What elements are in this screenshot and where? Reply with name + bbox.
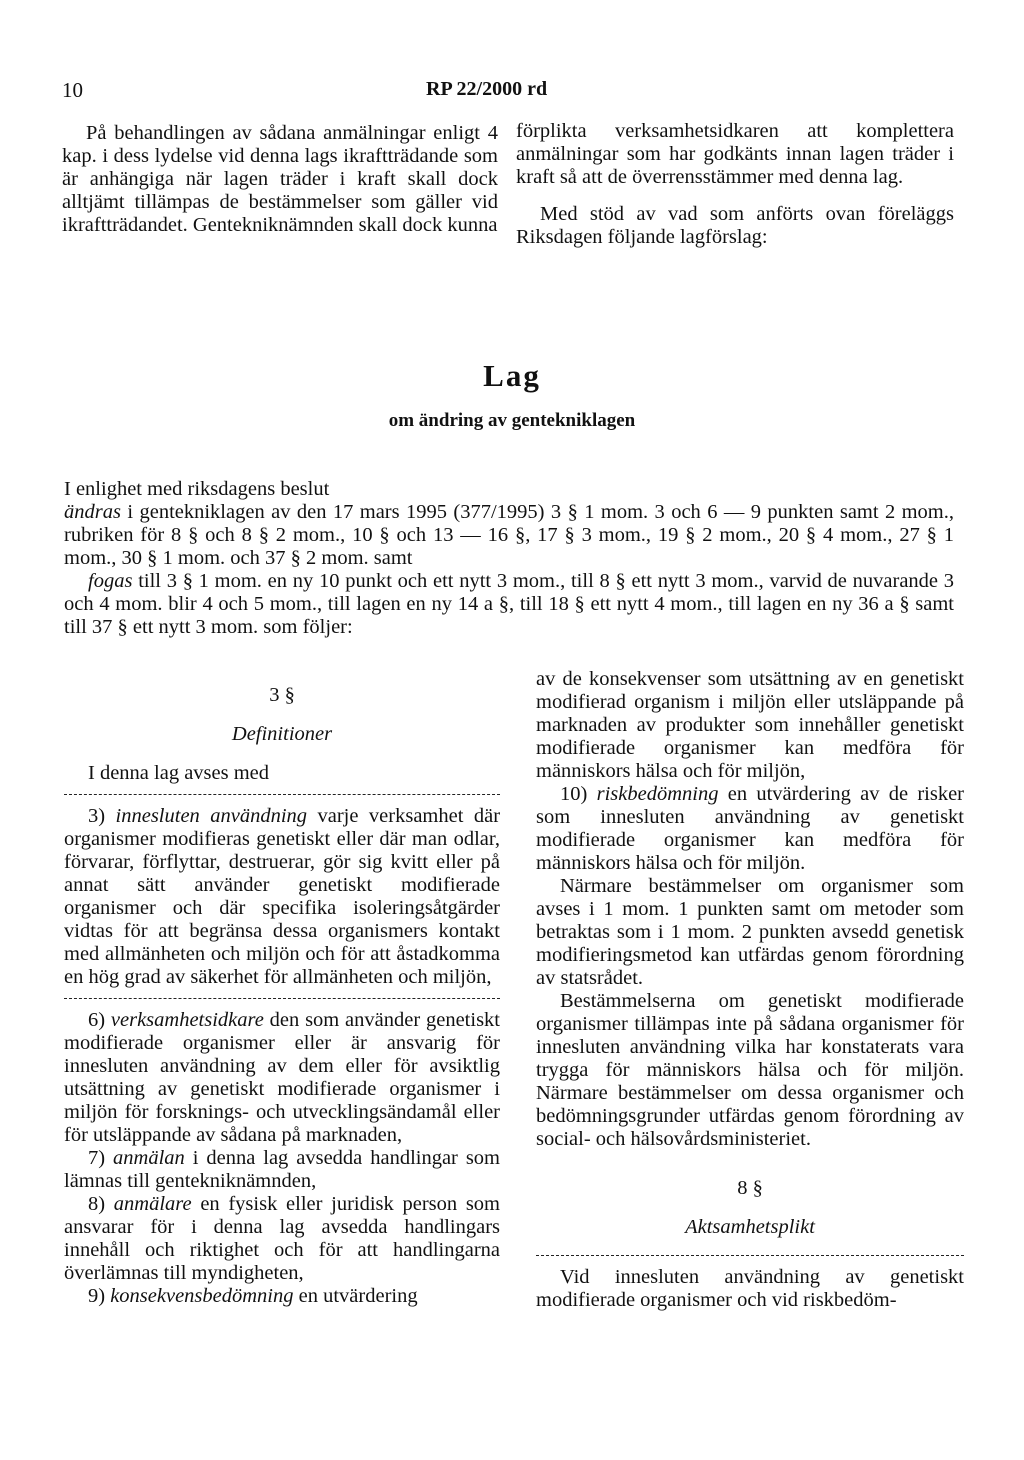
omission-dashes: [536, 1255, 964, 1256]
proposal-statement: Med stöd av vad som anförts ovan föreläggs Riksdagen följande lagförslag:: [516, 203, 954, 248]
section-3-moment-3: Bestämmelserna om genetiskt modifierade organismer tillämpas inte på sådana organismer för innesluten användning vilka har konstaterats vara trygga för människors hälsa och för miljön. Närmare bestämmelser om dessa organismer och bedömningsgrunder utfärdas genom förordning av social- och hälsovårdsministeriet.: [536, 990, 964, 1150]
section-8-title: Aktsamhetsplikt: [685, 1216, 815, 1238]
add-clause: [64, 570, 954, 639]
definition-item-10: 10) riskbedömning en utvärdering av de risker som innesluten användning av genetiskt modifierade organismer kan medföra för människors hälsa och för miljön.: [536, 783, 964, 874]
page-number: 10: [62, 78, 83, 102]
transition-paragraph: På behandlingen av sådana anmälningar enligt 4 kap. i dess lydelse vid denna lags ikraftträdande som är anhängiga när lagen träder i kraft skall dock alltjämt tillämpas de bestämmelser som gäller vid ikraftträdandet. Gentekniknämnden skall dock kunna: [62, 122, 498, 236]
definition-item-7: 7) anmälan i denna lag avsedda handlingar som lämnas till gentekniknämnden,: [64, 1147, 501, 1192]
enactment-clause: [64, 478, 954, 639]
definition-item-9: 9) konsekvensbedömning en utvärdering: [88, 1285, 418, 1307]
section-8-heading: 8 §: [737, 1177, 763, 1199]
definition-term-3: innesluten användning: [115, 805, 308, 827]
definition-term-8: anmälare: [113, 1193, 192, 1215]
document-title: RP 22/2000 rd: [426, 78, 548, 100]
bottom-right-column: [536, 668, 964, 1312]
page-header: [62, 78, 962, 106]
definition-term-9: konsekvensbedömning: [110, 1285, 294, 1307]
section-3-moment-2: Närmare bestämmelser om organismer som avses i 1 mom. 1 punkten samt om metoder som betraktas som i 1 mom. 2 punkten avsedd genetisk modifieringsmetod kan utfärdas genom förordning av statsrådet.: [536, 875, 964, 989]
transition-paragraph-continued: förplikta verksamhetsidkaren att komplettera anmälningar som har godkänts innan lagen träder i kraft så att de överrensstämmer med denna lag.: [516, 120, 954, 188]
enactment-intro: I enlighet med riksdagens beslut: [64, 478, 330, 500]
top-left-column: [62, 122, 498, 237]
section-3-heading: 3 §: [269, 684, 295, 706]
definition-term-6: verksamhetsidkare: [110, 1009, 264, 1031]
definition-term-7: anmälan: [113, 1147, 185, 1169]
section-3-lead: I denna lag avses med: [88, 762, 270, 784]
amend-clause: [64, 501, 954, 570]
definition-item-9-continued: av de konsekvenser som utsättning av en genetiskt modifierad organism i miljön eller utsläppande på marknaden av produkter som innehåller genetiskt modifierade organismer kan medföra för människors hälsa och för miljön,: [536, 668, 964, 782]
law-subtitle: om ändring av gentekniklagen: [388, 410, 636, 431]
law-title: Lag: [483, 358, 541, 393]
definition-item-8: 8) anmälare en fysisk eller juridisk person som ansvarar för i denna lag avsedda handlingars innehåll och riktighet och för att handlingarna överlämnas till myndigheten,: [64, 1193, 501, 1284]
omission-dashes: [64, 794, 500, 795]
bottom-left-column: [64, 684, 500, 1308]
top-right-column: [516, 120, 954, 249]
definition-item-3: 3) innesluten användning varje verksamhet där organismer modifieras genetiskt eller där man odlar, förvarar, förflyttar, destruerar, gör sig kvitt eller på annat sätt använder genetiskt modifierade organismer och där specifika isoleringsåtgärder vidtas för att begränsa dessa organismers kontakt med allmänheten och miljön och för att åstadkomma en hög grad av säkerhet för allmänheten och miljön,: [64, 805, 501, 988]
definition-item-6: 6) verksamhetsidkare den som använder genetiskt modifierade organismer eller är ansvarig för innesluten användning av dem eller för avsiktlig utsättning av genetiskt modifierade organismer i miljön för forsknings- och utvecklingsändamål eller för utsläppande av sådana på marknaden,: [64, 1009, 500, 1146]
omission-dashes: [64, 998, 500, 999]
add-lead: fogas: [88, 570, 133, 592]
section-8-text: Vid innesluten användning av genetiskt modifierade organismer och vid riskbedöm-: [536, 1266, 964, 1311]
amend-lead: ändras: [64, 501, 121, 523]
add-text: till 3 § 1 mom. en ny 10 punkt och ett nytt 3 mom., till 8 § ett nytt 3 mom., varvid de nuvarande 3 och 4 mom. blir 4 och 5 mom., till lagen en ny 14 a §, till 18 § ett nytt 4 mom., till lagen en ny 36 a § samt till 37 § ett nytt 3 mom. som följer:: [64, 570, 954, 638]
definition-term-10: riskbedömning: [596, 783, 719, 805]
section-3-title: Definitioner: [231, 723, 333, 745]
amend-text: i gentekniklagen av den 17 mars 1995 (377/1995) 3 § 1 mom. 3 och 6 — 9 punkten samt 2 mom., rubriken för 8 § och 8 § 2 mom., 10 § och 13 — 16 §, 17 § 3 mom., 19 § 2 mom., 20 § 4 mom., 27 § 1 mom., 30 § 1 mom. och 37 § 2 mom. samt: [64, 501, 955, 569]
